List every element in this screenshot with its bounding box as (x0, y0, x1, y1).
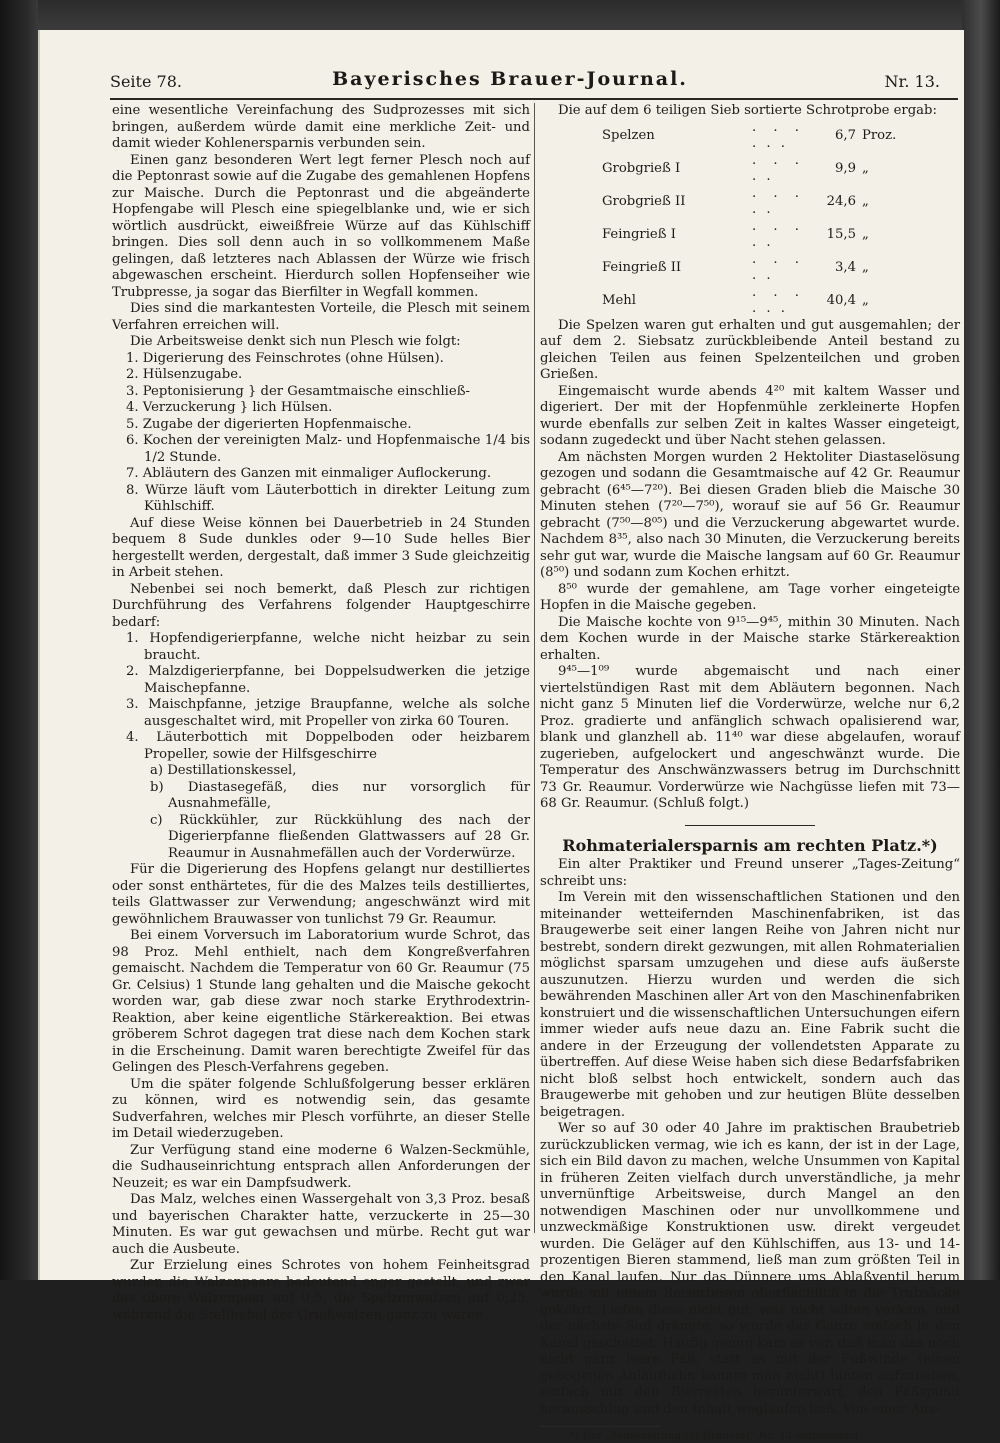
header-rule (110, 98, 958, 100)
paragraph: Für die Digerierung des Hopfens gelangt nur destilliertes oder sonst enthärtetes, für die des Malzes teils destilliertes, teils Glattwasser zur Verwendung; angeschwänzt wird mit gewöhnlichem Brauwasser von tunlichst 79 Gr. Reaumur. (112, 862, 530, 927)
table-cell: „ (862, 193, 869, 209)
paragraph: Im Verein mit den wissenschaftlichen Stationen und den miteinander wetteifernden Maschinenfabriken, ist das Braugewerbe seit einer langen Reihe von Jahren nicht nur bestrebt, sondern direkt gezwungen, mit allen Rohmaterialien möglichst sparsam umzugehen und diese aufs äußerste auszunutzen. Hierzu wurden und werden die sich bewährenden Maschinen aller Art von den Maschinenfabriken konstruiert und die wissenschaftlichen Untersuchungen eifern immer wieder aufs neue dazu an. Eine Fabrik sucht die andere in der Erzeugung der vollendetsten Apparate zu übertreffen. Auf diese Weise haben sich diese Bedarfsfabriken nicht bloß selbst hoch entwickelt, sondern auch das Braugewerbe mit gehoben und zur heutigen Blüte desselben beigetragen. (540, 890, 960, 1120)
paragraph: eine wesentliche Vereinfachung des Sudprozesses mit sich bringen, außerdem würde damit eine merkliche Zeit- und damit wieder Kohlenersparnis verbunden sein. (112, 103, 530, 151)
table-cell: . . . . . . (752, 284, 802, 316)
column-divider (534, 103, 535, 1233)
paragraph: Dies sind die markantesten Vorteile, die Plesch mit seinem Verfahren erreichen will. (112, 301, 530, 333)
paragraph: Am nächsten Morgen wurden 2 Hektoliter Diastaselösung gezogen und sodann die Gesamtmaische auf 42 Gr. Reaumur gebracht (6⁴⁵—7²⁰). Bei diesen Graden blieb die Maische 30 Minuten stehen (7²⁰—7⁵⁰), worauf sie auf 56 Gr. Reaumur gebracht (7⁵⁰—8⁰⁵) und die Verzuckerung abgewartet wurde. Nachdem 8³⁵, also nach 30 Minuten, die Verzuckerung bereits sehr gut war, wurde die Maische langsam auf 60 Gr. Reaumur (8⁵⁰) und sodann zum Kochen erhitzt. (540, 449, 960, 580)
paragraph: Bei einem Vorversuch im Laboratorium wurde Schrot, das 98 Proz. Mehl enthielt, nach dem Kongreßverfahren gemaischt. Nachdem die Temperatur von 60 Gr. Reaumur (75 Gr. Celsius) 1 Stunde lang gehalten und die Maische gekocht worden war, gab diese zwar noch starke Erythrodextrin-Reaktion, aber keine eigentliche Stärkereaktion. Bei etwas gröberem Schrot dagegen trat diese nach dem Kochen stark in die Erscheinung. Damit waren berechtigte Zweifel für das Gelingen des Plesch-Verfahrens gegeben. (112, 928, 530, 1075)
paragraph: Die Maische kochte von 9¹⁵—9⁴⁵, mithin 30 Minuten. Nach dem Kochen wurde in der Maische starke Stärkereaktion erhalten. (540, 614, 960, 663)
list-item: 3. Maischpfanne, jetzige Braupfanne, welche als solche ausgeschaltet wird, mit Propeller von zirka 60 Touren. (126, 697, 530, 729)
list-item: 4. Läuterbottich mit Doppelboden oder heizbarem Propeller, sowie der Hilfsgeschirre (126, 730, 530, 762)
sieve-results-table (602, 120, 896, 318)
left-column (112, 103, 530, 1323)
list-item: 4. Verzuckerung } lich Hülsen. (126, 400, 333, 415)
right-column (540, 103, 960, 1442)
list-item: 8. Würze läuft vom Läuterbottich in direkter Leitung zum Kühlschiff. (126, 482, 530, 514)
list-item: a) Destillationskessel, (150, 763, 297, 778)
list-item: 2. Hülsenzugabe. (126, 367, 243, 382)
table-cell: 9,9 (835, 160, 856, 176)
table-row (602, 120, 896, 153)
table-cell: Mehl (602, 292, 637, 308)
list-item: 6. Kochen der vereinigten Malz- und Hopfenmaische 1/4 bis 1/2 Stunde. (126, 433, 530, 465)
paragraph: Das Malz, welches einen Wassergehalt von 3,3 Proz. besaß und bayerischen Charakter hatte, verzuckerte in 25—30 Minuten. Es war gut gewachsen und mürbe. Recht gut war auch die Ausbeute. (112, 1192, 530, 1257)
list-item: 1. Hopfendigerierpfanne, welche nicht heizbar zu sein braucht. (126, 631, 530, 663)
table-row (602, 153, 896, 186)
paragraph: Zur Verfügung stand eine moderne 6 Walzen-Seckmühle, die Sudhauseinrichtung entsprach allen Anforderungen der Neuzeit; es war ein Dampfsudwerk. (112, 1142, 530, 1191)
table-cell: 40,4 (826, 292, 856, 308)
table-cell: Feingrieß I (602, 226, 676, 242)
table-cell: „ (862, 160, 869, 176)
table-cell: „ (862, 226, 869, 242)
table-cell: . . . . . (752, 218, 802, 250)
scan-background-top (0, 0, 1000, 30)
paragraph: Um die später folgende Schlußfolgerung besser erklären zu können, wird es notwendig sein, das gesamte Sudverfahren, welches mir Plesch vorführte, an dieser Stelle im Detail wiederzugeben. (112, 1076, 530, 1141)
list-item: 1. Digerierung des Feinschrotes (ohne Hülsen). (126, 350, 444, 366)
list-item: 2. Malzdigerierpfanne, bei Doppelsudwerken die jetzige Maischepfanne. (126, 664, 530, 696)
scan-background-left (0, 0, 38, 1280)
table-cell: 6,7 (835, 127, 856, 143)
table-cell: Feingrieß II (602, 259, 682, 275)
list-item: 7. Abläutern des Ganzen mit einmaliger Auflockerung. (126, 466, 492, 481)
table-cell: „ (862, 259, 869, 275)
paragraph: Die Spelzen waren gut erhalten und gut ausgemahlen; der auf dem 2. Siebsatz zurückbleibende Anteil bestand zu gleichen Teilen aus feinen Spelzenteilchen und groben Grießen. (540, 317, 960, 382)
paragraph: Einen ganz besonderen Wert legt ferner Plesch noch auf die Peptonrast sowie auf die Zugabe des gemahlenen Hopfens zur Maische. Durch die Peptonrast und die abgeänderte Hopfengabe will Plesch eine spiegelblanke und, wie er sich wörtlich ausdrückt, eiweißfreie Würze auf das Kühlschiff bringen. Dies soll denn auch in so vollkommenem Maße gelingen, daß letzteres nach Ablassen der Würze wie frisch abgewaschen erscheint. Hierdurch sollen Hopfenseiher wie Trubpresse, ja sogar das Bierfilter in Wegfall kommen. (112, 152, 530, 300)
process-steps-list (126, 351, 530, 516)
paragraph: Zur Erzielung eines Schrotes von hohem Feinheitsgrad wurden die Walzenpaare bedeutend enger gestellt, und zwar das obere Walzenpaar auf 0,5, die Spelzenwalzen auf 0,25, während die Stellhebel der Grießwalzen ganz zu waren. (112, 1258, 530, 1323)
paragraph (540, 664, 960, 813)
list-item: 5. Zugabe der digerierten Hopfenmaische. (126, 416, 412, 432)
article-separator (685, 825, 815, 826)
table-cell: 3,4 (835, 259, 856, 275)
equipment-list (126, 631, 530, 763)
table-cell: 15,5 (826, 226, 856, 242)
table-cell: 24,6 (826, 193, 856, 209)
table-cell: . . . . . (752, 251, 802, 283)
auxiliary-equipment-list (150, 763, 530, 862)
paragraph: Die auf dem 6 teiligen Sieb sortierte Schrotprobe ergab: (558, 103, 937, 118)
paragraph: Nebenbei sei noch bemerkt, daß Plesch zur richtigen Durchführung des Verfahrens folgender Hauptgeschirre bedarf: (112, 581, 530, 630)
table-cell: . . . . . (752, 185, 802, 217)
page-header (80, 66, 940, 96)
paragraph-text: 9⁴⁵—1⁰⁹ wurde abgemaischt und nach einer viertelstündigen Rast mit dem Abläutern begonnen. Nach nicht ganz 5 Minuten lief die Vorderwürze, welche nur 6,2 Proz. gradierte und anfänglich schwach opalisierend war, blank und glanzhell ab. 11⁴⁰ war diese abgelaufen, worauf zugerieben, aufgelockert und angeschwänzt wurde. Die Temperatur des Anschwänzwassers betrug im Durchschnitt 73 Gr. Reaumur. Vorderwürze wie Nachgüsse liefen mit 73—68 Gr. Reaumur. (540, 664, 960, 811)
list-item: b) Diastasegefäß, dies nur vorsorglich für Ausnahmefälle, (150, 779, 530, 811)
issue-number: Nr. 13. (884, 72, 940, 91)
scan-background-right (962, 0, 1000, 1280)
footnote: *) Der „Tageszeitung für Brauerei“ Nr. 33 entnommen. (570, 1430, 862, 1442)
table-cell: Grobgrieß II (602, 193, 686, 209)
continued-note: (Schluß folgt.) (653, 796, 749, 811)
table-cell: . . . . . . (752, 119, 802, 151)
table-cell: Spelzen (602, 127, 655, 143)
table-cell: . . . . . (752, 152, 802, 184)
table-row (602, 186, 896, 219)
table-cell: „ (862, 292, 869, 308)
footnote-rule (540, 1426, 660, 1427)
table-cell: Proz. (862, 127, 897, 143)
paragraph: 8⁵⁰ wurde der gemahlene, am Tage vorher eingeteigte Hopfen in die Maische gegeben. (540, 581, 960, 613)
article-title: Rohmaterialersparnis am rechten Platz.*) (562, 835, 938, 855)
list-item: 3. Peptonisierung } der Gesamtmaische einschließ- (126, 383, 470, 399)
table-row (602, 219, 896, 252)
table-row (602, 285, 896, 318)
paragraph: Ein alter Praktiker und Freund unserer „Tages-Zeitung“ schreibt uns: (540, 857, 960, 889)
table-cell: Grobgrieß I (602, 160, 681, 176)
table-row (602, 252, 896, 285)
list-item: c) Rückkühler, zur Rückkühlung des nach der Digerierpfanne fließenden Glattwassers auf 28 Gr. Reaumur in Ausnahmefällen auch der Vorderwürze. (150, 812, 530, 861)
paragraph: Auf diese Weise können bei Dauerbetrieb in 24 Stunden bequem 8 Sude dunkles oder 9—10 Sude helles Bier hergestellt werden, dergestalt, daß immer 3 Sude gleichzeitig in Arbeit stehen. (112, 515, 530, 580)
paragraph: Die Arbeitsweise denkt sich nun Plesch wie folgt: (130, 334, 461, 349)
journal-title: Bayerisches Brauer-Journal. (332, 68, 688, 90)
paragraph: Eingemaischt wurde abends 4²⁰ mit kaltem Wasser und digeriert. Der mit der Hopfenmühle zerkleinerte Hopfen wurde ebenfalls zur selben Zeit in kaltes Wasser eingeteigt, sodann zugedeckt und über Nacht stehen gelassen. (540, 383, 960, 448)
paragraph: Wer so auf 30 oder 40 Jahre im praktischen Braubetrieb zurückzublicken vermag, wie ich es kann, der ist in der Lage, sich ein Bild davon zu machen, welche Unsummen von Kapital in früheren Zeiten vielfach durch unverständliche, ja mehr unvernünftige Arbeitsweise, durch Mangel an den notwendigen Maschinen oder nur unvollkommene und unzweckmäßige Konstruktionen usw. direkt vergeudet wurden. Die Geläger auf den Kühlschiffen, aus 13- und 14-prozentigen Bieren stammend, ließ man zum größten Teil in den Kanal laufen. Nur das Dünnere ums Ablaßventil herum wurde mit einem Reiserbesen oberflächlich in die Trubsäcke gekehrt. Liefen diese nicht gut, was nicht selten vorkam, und der nächste Sud drängte, so wurde das Ganze einfach in den Kanal geschüttet. Häufig genug kam es vor, daß man das noch nicht ganz leere Faß, statt es mit der Fußwinde (einen gebogenen Ablaufhahn kannte man nicht) hinten aufzuheben, einfach mit den Bierresten herunterwarf, den Faßspund herausschlug und den Inhalt weglaufen ließ. Von einer Aus- (540, 1121, 960, 1417)
page-label: Seite 78. (110, 72, 182, 91)
